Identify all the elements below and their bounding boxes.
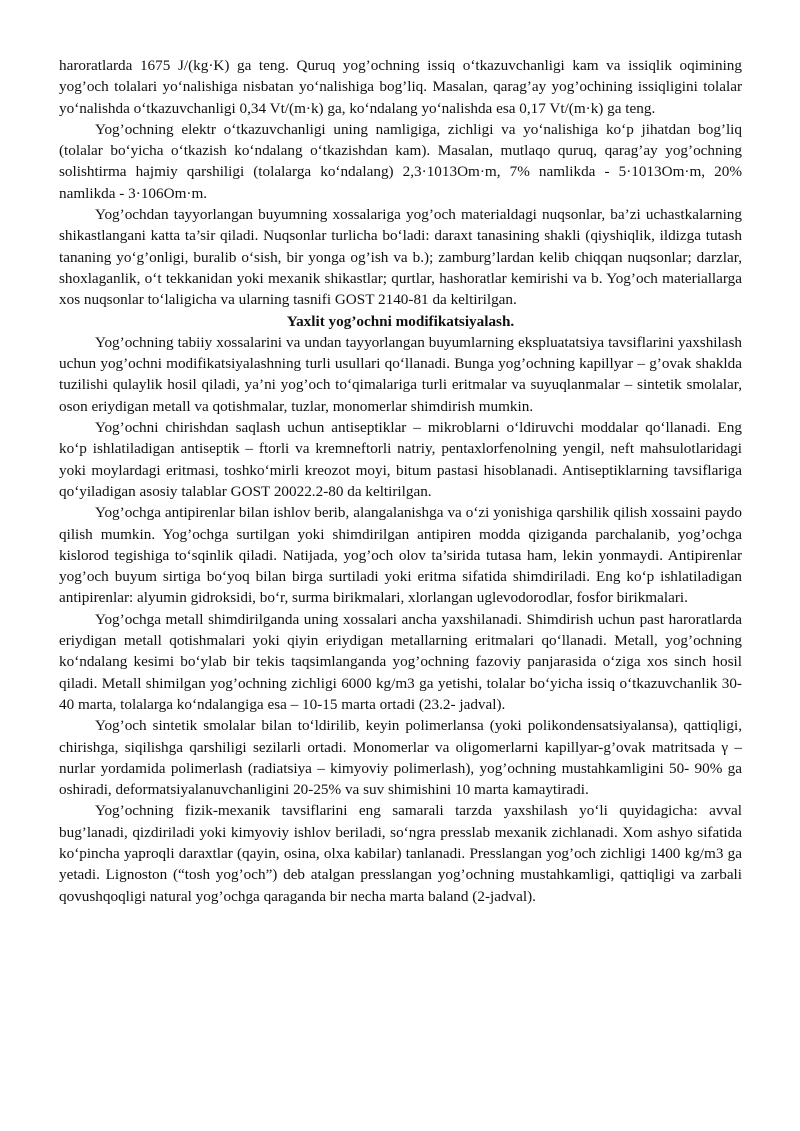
paragraph-pressed-wood: Yog’ochning fizik-mexanik tavsiflarini eng samarali tarzda yaxshilash yo‘li quyidagicha: avval bug’lanadi, qizdiriladi yoki kimyoviy ishlov beriladi, so‘ngra presslab mexanik zichlanadi. Xom ashyo sifatida ko‘pincha yaproqli daraxtlar (qayin, osina, olxa kabilar) tanlanadi. Presslangan yog’och zichligi 1400 kg/m3 ga yetadi. Lignoston (“tosh yog’och”) deb atalgan presslangan yog’ochning mustahkamligi, qattiqligi va zarbali qovushqoqligi natural yog’ochga qaraganda bir necha marta baland (2-jadval).	[59, 802, 742, 905]
paragraph-antiseptics: Yog’ochni chirishdan saqlash uchun antiseptiklar – mikroblarni o‘ldiruvchi moddalar qo‘llanadi. Eng ko‘p ishlatiladigan antiseptik – ftorli va kremneftorli natriy, pentaxlorfenolning yengil, neft mahsulotlaridagi yoki moylardagi eritmasi, toshko‘mirli kreozot moyi, bitum pastasi hisoblanadi. Antiseptiklarning tavsiflariga qo‘yiladigan asosiy talablar GOST 20022.2-80 da keltirilgan.	[59, 419, 742, 500]
paragraph-heat-conductivity: haroratlarda 1675 J/(kg·K) ga teng. Quruq yog’ochning issiq o‘tkazuvchanligi kam va issiqlik oqimining yog’och tolalari yo‘nalishiga nisbatan yo‘nalishiga bog’liq. Masalan, qarag’ay yog’ochining issiqligini tolalar yo‘nalishda o‘tkazuvchanligi 0,34 Vt/(m·k) ga, ko‘ndalang yo‘nalishda esa 0,17 Vt/(m·k) ga teng.	[59, 57, 742, 117]
paragraph-modification-methods: Yog’ochning tabiiy xossalarini va undan tayyorlangan buyumlarning ekspluatatsiya tavsiflarini yaxshilash uchun yog’ochni modifikatsiyalashning turli usullari qo‘llanadi. Bunga yog’ochning kapillyar – g’ovak shaklda tuzilishi qulaylik hosil qiladi, ya’ni yog’och to‘qimalariga turli eritmalar va suyuqlanmalar – sintetik smolalar, oson eriydigan metall va qotishmalar, tuzlar, monomerlar shimdirish mumkin.	[59, 333, 742, 415]
section-heading: Yaxlit yog’ochni modifikatsiyalash.	[286, 312, 515, 330]
paragraph-synthetic-resins: Yog’och sintetik smolalar bilan to‘ldirilib, keyin polimerlansa (yoki polikondensatsiyalansa), qattiqligi, chirishga, siqilishga qarshiligi sezilarli ortadi. Monomerlar va oligomerlarni kapillyar-g’ovak matritsada γ – nurlar yordamida polimerlash (radiatsiya – kimyoviy polimerlash), yog’ochning mustahkamligini 50- 90% ga oshiradi, deformatsiyalanuvchanligini 20-25% va suv shimishini 10 marta kamaytiradi.	[59, 717, 742, 799]
paragraph-antipyrens: Yog’ochga antipirenlar bilan ishlov berib, alangalanishga va o‘zi yonishiga qarshilik qilish xossaini paydo qilish mumkin. Yog’ochga surtilgan yoki shimdirilgan antipiren modda qiziganda parchalanib, yog’ochga kislorod tegishiga to‘sqinlik qiladi. Natijada, yog’och olov ta’sirida tutasa ham, lekin yonmaydi. Antipirenlar yog’och buyum sirtiga bo‘yoq bilan birga surtiladi yoki eritma sifatida shimdiriladi. Eng ko‘p ishlatiladigan antipirenlar: alyumin gidroksidi, bo‘r, surma birikmalari, xlorlangan uglevodorodlar, fosfor birikmalari.	[59, 504, 742, 607]
paragraph-wood-defects: Yog’ochdan tayyorlangan buyumning xossalariga yog’och materialdagi nuqsonlar, ba’zi uchastkalarning shikastlangani katta ta’sir qiladi. Nuqsonlar turlicha bo‘ladi: daraxt tanasining shakli (qiyshiqlik, ildizga tutash tananing yo‘g’onligi, buralib o‘sish, bir yonga og’ish va b.); zamburg’lardan kelib chiqqan nuqsonlar; darzlar, shoxlaganlik, o‘t tekkanidan yoki mexanik shikastlar; qurtlar, hashoratlar kemirishi va b. Yog’och materiallarga xos nuqsonlar to‘laligicha va ularning tasnifi GOST 2140-81 da keltirilgan.	[59, 206, 742, 309]
paragraph-metal-impregnation: Yog’ochga metall shimdirilganda uning xossalari ancha yaxshilanadi. Shimdirish uchun past haroratlarda eriydigan metall qotishmalari yoki qiyin eriydigan metallarning eritmalari qo‘llanadi. Metall, yog’ochning ko‘ndalang kesimi bo‘ylab bir tekis taqsimlanganda yog’ochning fazoviy panjarasida o‘ziga xos sinch hosil qiladi. Metall shimilgan yog’ochning zichligi 6000 kg/m3 ga yetishi, tolalar bo‘yicha issiq o‘tkazuvchanlik 30-40 marta, tolalarga ko‘ndalangiga esa – 10-15 marta ortadi (23.2- jadval).	[59, 610, 742, 713]
paragraph-electrical-conductivity: Yog’ochning elektr o‘tkazuvchanligi uning namligiga, zichligi va yo‘nalishiga ko‘p jihatdan bog’liq (tolalar bo‘yicha o‘tkazish ko‘ndalang o‘tkazishdan kam). Masalan, mutlaqo quruq, qarag’ay yog’ochning solishtirma hajmiy qarshiligi (tolalarga ko‘ndalang) 2,3·1013Om·m, 7% namlikda - 5·1013Om·m, 20% namlikda - 3·106Om·m.	[59, 120, 742, 202]
